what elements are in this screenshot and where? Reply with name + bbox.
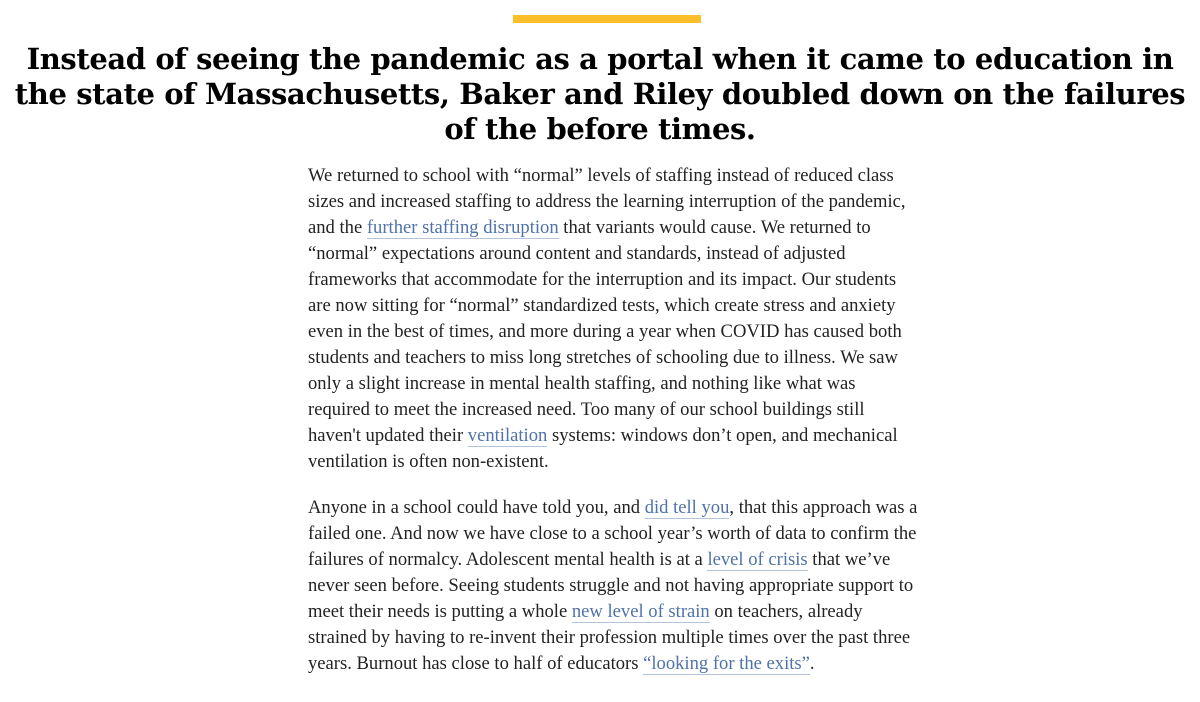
link-ventilation[interactable]: ventilation — [467, 425, 548, 446]
paragraph-text: . — [809, 653, 815, 674]
paragraph-text: We returned to school with “normal” levels of staffing instead of reduced class sizes and increased staffing to address the learning interruption of the pandemic, and the — [308, 165, 906, 238]
accent-bar — [513, 15, 701, 23]
link-further-staffing-disruption[interactable]: further staffing disruption — [366, 217, 559, 238]
article-body — [308, 163, 918, 697]
paragraph-text: systems: windows don’t open, and mechanical ventilation is often non-existent. — [308, 425, 898, 472]
paragraph-text: that variants would cause. We returned to “normal” expectations around content and standards, instead of adjusted frameworks that accommodate for the interruption and its impact. Our students are now sitting for “normal” standardized tests, which create stress and anxiety even in the best of times, and more during a year when COVID has caused both students and teachers to miss long stretches of schooling due to illness. We saw only a slight increase in mental health staffing, and nothing like what was required to meet the increased need. Too many of our school buildings still haven't updated their — [308, 217, 902, 446]
paragraph-text: that we’ve never seen before. Seeing students struggle and not having appropriate support to meet their needs is putting a whole — [308, 549, 914, 622]
paragraph-text: Anyone in a school could have told you, and — [308, 497, 645, 518]
paragraph-text: , that this approach was a failed one. And now we have close to a school year’s worth of data to confirm the failures of normalcy. Adolescent mental health is at a — [308, 497, 918, 570]
link-looking-for-the-exits[interactable]: “looking for the exits” — [643, 653, 810, 674]
link-new-level-of-strain[interactable]: new level of strain — [571, 601, 710, 622]
paragraph-staffing — [308, 163, 918, 475]
link-level-of-crisis[interactable]: level of crisis — [707, 549, 808, 570]
paragraph-text: on teachers, already strained by having to re-invent their profession multiple times over the past three years. Burnout has close to half of educators — [308, 601, 911, 674]
page-headline: Instead of seeing the pandemic as a portal when it came to education in the state of Massachusetts, Baker and Riley doubled down on the failures of the before times. — [14, 42, 1186, 146]
paragraph-failures — [308, 495, 918, 677]
link-did-tell-you[interactable]: did tell you — [644, 497, 730, 518]
